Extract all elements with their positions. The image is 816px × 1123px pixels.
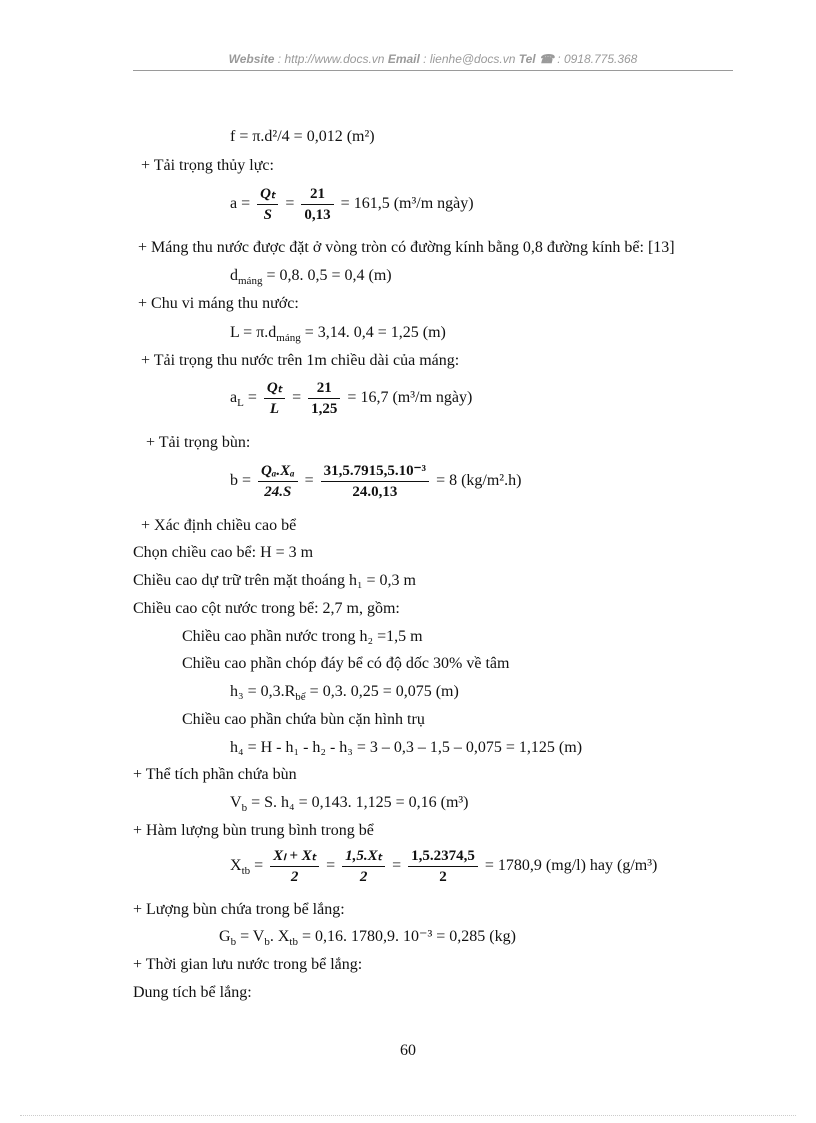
luong-bun-heading: + Lượng bùn chứa trong bể lắng: — [133, 901, 345, 918]
a-frac-1 — [257, 185, 278, 224]
chieu-cao-h2: Chiều cao phần nước trong h₂ =1,5 m — [182, 628, 423, 645]
b-den2: 24.0,13 — [352, 483, 398, 500]
Gb-rhs2: . X — [269, 928, 290, 945]
xac-dinh-heading: + Xác định chiều cao bể — [141, 517, 297, 534]
aL-den2: 1,25 — [311, 400, 338, 417]
aL-num2: 21 — [308, 379, 340, 399]
aL-frac-1 — [264, 379, 285, 418]
chu-vi-heading: + Chu vi máng thu nước: — [138, 295, 299, 312]
aL-eq0: = — [247, 389, 257, 406]
aL-rhs: = 16,7 (m³/m ngày) — [347, 389, 473, 406]
X-num: Xₗ + Xₜ — [270, 847, 319, 867]
a-lhs: a = — [230, 195, 251, 212]
aL-eq: = — [292, 389, 302, 406]
chieu-cao-du-tru: Chiều cao dự trữ trên mặt thoáng h₁ = 0,3 m — [133, 572, 416, 589]
X-frac-3 — [408, 847, 478, 886]
X-eq2: = — [392, 857, 402, 874]
Gb-lhs: G — [219, 928, 231, 945]
formula-b — [230, 461, 521, 501]
a-num2: 21 — [301, 185, 333, 205]
tai-thuy-luc-heading: + Tải trọng thủy lực: — [141, 157, 274, 174]
formula-Xtb — [230, 846, 657, 891]
aL-num: Qₜ — [264, 379, 285, 399]
tai-thu-nuoc-heading: + Tải trọng thu nước trên 1m chiều dài của máng: — [141, 352, 460, 369]
chon-chieu-cao: Chọn chiều cao bể: H = 3 m — [133, 544, 314, 561]
X-num2: 1,5.Xₜ — [342, 847, 385, 867]
X-den: 2 — [290, 868, 299, 885]
X-sub: tb — [241, 865, 251, 878]
b-num2: 31,5.7915,5.10⁻³ — [321, 462, 429, 482]
dung-tich-text: Dung tích bể lắng: — [133, 984, 252, 1001]
Gb-sub: b — [230, 936, 237, 949]
formula-f: f = π.d²/4 = 0,012 (m²) — [230, 128, 375, 145]
chieu-cao-chop: Chiều cao phần chóp đáy bể có độ dốc 30% về tâm — [182, 655, 510, 672]
X-frac-1 — [270, 847, 319, 886]
Vb-sub: b — [241, 802, 248, 815]
page-header — [133, 52, 733, 66]
aL-lhs: a — [230, 389, 238, 406]
chieu-cao-cot-nuoc: Chiều cao cột nước trong bể: 2,7 m, gồm: — [133, 600, 400, 617]
X-rhs: = 1780,9 (mg/l) hay (g/m³) — [484, 857, 658, 874]
h3-rhs: = 0,3. 0,25 = 0,075 (m) — [309, 683, 459, 700]
X-lhs: X — [230, 857, 242, 874]
dmang-sub: máng — [238, 275, 263, 288]
X-den3: 2 — [439, 868, 447, 885]
mang-thu-nuoc-text: + Máng thu nước được đặt ở vòng tròn có đường kính bằng 0,8 đường kính bể: [13] — [138, 239, 675, 256]
Gb-sub2: b — [264, 936, 270, 949]
formula-h4: h₄ = H - h₁ - h₂ - h₃ = 3 – 0,3 – 1,5 – 0,075 = 1,125 (m) — [230, 739, 583, 756]
website-value: : http://www.docs.vn — [274, 52, 388, 66]
formula-Gb — [219, 927, 516, 952]
L-lhs: L = π.d — [230, 324, 277, 341]
X-eq0: = — [254, 857, 264, 874]
footer-divider — [20, 1115, 796, 1116]
dmang-lhs: d — [230, 267, 238, 284]
b-frac-1 — [258, 462, 298, 501]
b-den: 24.S — [264, 483, 292, 500]
thoi-gian-heading: + Thời gian lưu nước trong bể lắng: — [133, 956, 363, 973]
page-number: 60 — [400, 1042, 416, 1059]
email-label: Email — [387, 52, 420, 66]
h3-lhs: h₃ = 0,3.R — [230, 683, 296, 700]
a-num: Qₜ — [257, 185, 278, 205]
aL-den: L — [269, 400, 280, 417]
Vb-rhs: = S. h₄ = 0,143. 1,125 = 0,16 (m³) — [251, 794, 469, 811]
ham-luong-heading: + Hàm lượng bùn trung bình trong bể — [133, 822, 374, 839]
a-den: S — [263, 206, 272, 223]
b-eq: = — [304, 472, 314, 489]
the-tich-heading: + Thể tích phần chứa bùn — [133, 766, 297, 783]
tel-value: : 0918.775.368 — [553, 52, 638, 66]
aL-frac-2 — [308, 379, 340, 418]
email-value: : lienhe@docs.vn — [419, 52, 519, 66]
formula-aL — [230, 378, 472, 423]
formula-Vb — [230, 793, 469, 818]
a-eq: = — [285, 195, 295, 212]
formula-h3 — [230, 682, 459, 707]
Vb-lhs: V — [230, 794, 242, 811]
formula-dmang — [230, 266, 392, 291]
Gb-rhs3: = 0,16. 1780,9. 10⁻³ = 0,285 (kg) — [301, 928, 516, 945]
b-rhs: = 8 (kg/m².h) — [436, 472, 522, 489]
a-rhs: = 161,5 (m³/m ngày) — [340, 195, 474, 212]
b-num: Qₐ.Xₐ — [258, 462, 298, 482]
tel-label: Tel ☎ — [518, 52, 554, 66]
chieu-cao-chua-bun: Chiều cao phần chứa bùn cặn hình trụ — [182, 711, 425, 728]
a-frac-2 — [301, 185, 333, 224]
a-den2: 0,13 — [304, 206, 331, 223]
website-label: Website — [228, 52, 275, 66]
h3-sub: bể — [295, 691, 306, 704]
formula-L — [230, 323, 446, 348]
X-frac-2 — [342, 847, 385, 886]
Gb-sub3: tb — [289, 936, 298, 949]
X-den2: 2 — [359, 868, 368, 885]
tai-bun-heading: + Tải trọng bùn: — [146, 434, 251, 451]
b-frac-2 — [321, 462, 429, 501]
formula-a — [230, 184, 474, 224]
Gb-rhs: = V — [240, 928, 265, 945]
X-eq: = — [326, 857, 336, 874]
header-divider — [133, 70, 733, 71]
X-num3: 1,5.2374,5 — [408, 847, 478, 867]
aL-sub: L — [237, 397, 244, 410]
L-sub: máng — [276, 332, 301, 345]
dmang-rhs: = 0,8. 0,5 = 0,4 (m) — [266, 267, 392, 284]
L-rhs: = 3,14. 0,4 = 1,25 (m) — [304, 324, 446, 341]
b-lhs: b = — [230, 472, 252, 489]
